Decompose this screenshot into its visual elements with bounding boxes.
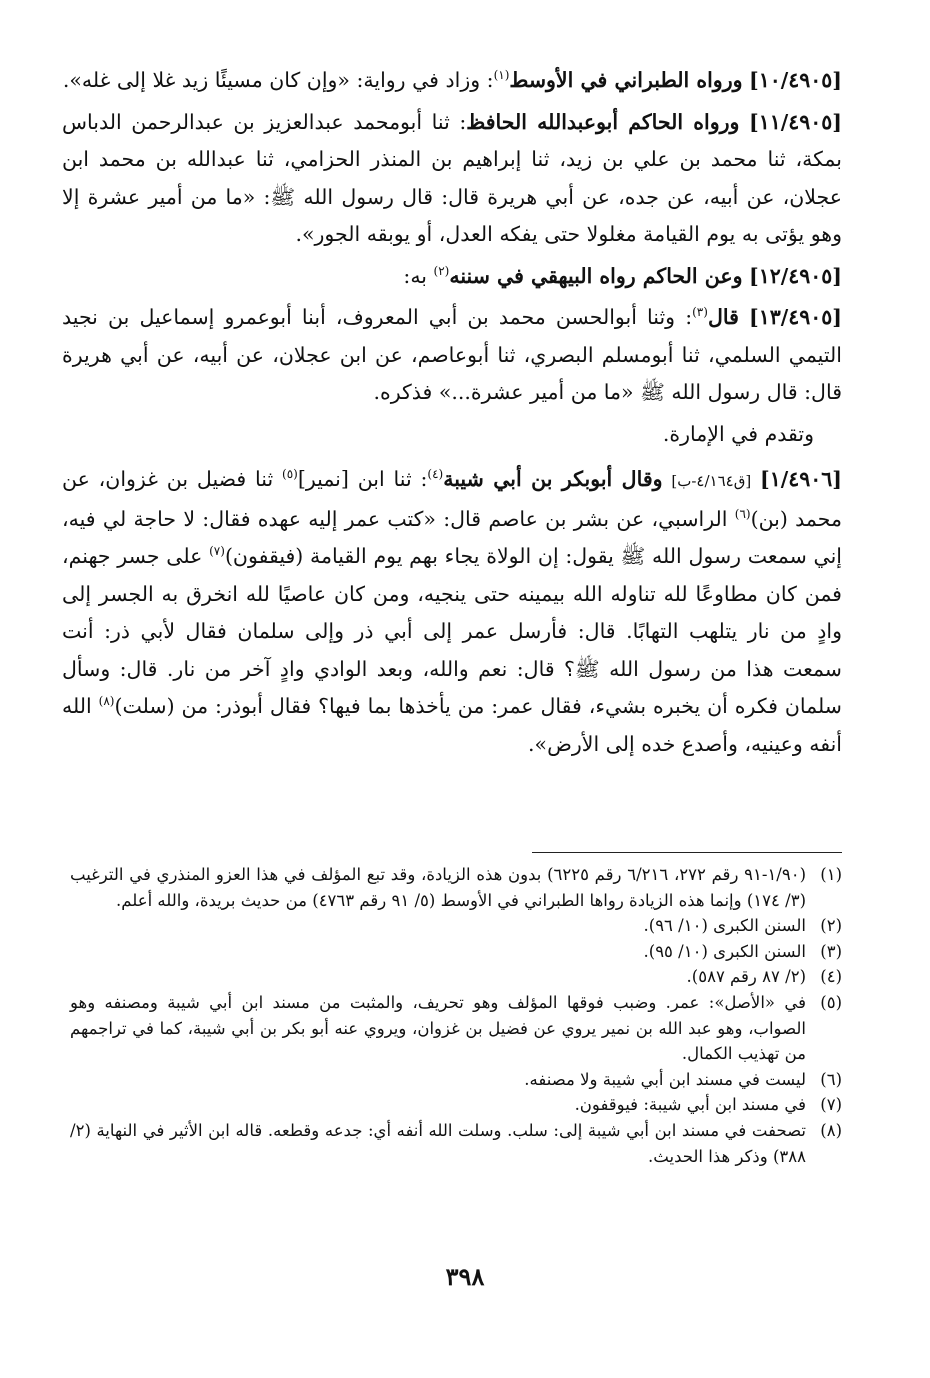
footnote-divider [532, 852, 842, 853]
footnote-text: (٢/ ٨٧ رقم ٥٨٧). [686, 967, 806, 987]
narration-text: ثنا فضيل بن غزوان، عن محمد (بن) [62, 467, 842, 531]
footnote-6 [70, 1067, 842, 1093]
footnote-text: في مسند ابن أبي شيبة: فيوقفون. [574, 1095, 806, 1115]
footnote-text: السنن الكبرى (١٠/ ٩٥). [643, 941, 806, 961]
hadith-paragraph-main [62, 461, 842, 763]
hadith-number: [١١/٤٩٠٥] [749, 109, 842, 134]
narration-text: : وثنا أبوالحسن محمد بن أبي المعروف، أبنا أبوعمرو إسماعيل بن نجيد التيمي السلمي، ثنا أبومسلم البصري، ثنا أبوعاصم، عن ابن عجلان، عن أبيه، عن أبي هريرة قال: قال رسول الله ﷺ «ما من أمير عشرة...» فذكره. [62, 305, 842, 404]
narration-text: : ثنا ابن [نمير] [297, 467, 428, 491]
footnote-text: ليست في مسند ابن أبي شيبة ولا مصنفه. [524, 1069, 806, 1089]
page-number: ٣٩٨ [445, 1262, 485, 1291]
footnotes [70, 862, 842, 1169]
footnote-ref: (٧) [209, 544, 225, 559]
footnote-text: في «الأصل»: عمر. وضبب فوقها المؤلف وهو تحريف، والمثبت من مسند ابن أبي شيبة ومصنفه وهو الصواب، وهو عبد الله بن نمير يروي عن فضيل بن غزوان، ويروي عنه أبو بكر بن أبي شيبة، كما في تراجمهم من تهذيب الكمال. [70, 992, 806, 1064]
narration-text: الله أنفه وعينيه، وأصدع خده إلى الأرض». [62, 694, 842, 756]
hadith-number: [١٣/٤٩٠٥] [749, 305, 842, 329]
footnote-8 [70, 1118, 842, 1169]
narration-lead: وقال أبوبكر بن أبي شيبة [443, 467, 663, 491]
footnote-ref: (٨) [98, 694, 115, 709]
footnote-ref: (٣) [692, 305, 708, 320]
footnote-number: (١) [820, 865, 843, 884]
footnote-number: (٢) [820, 916, 842, 936]
footnote-3 [70, 939, 842, 965]
footnote-1 [70, 862, 842, 913]
hadith-number: [١٢/٤٩٠٥] [749, 263, 842, 288]
footnote-2 [70, 913, 842, 939]
hadith-paragraph-2 [62, 104, 842, 254]
narration-text: الراسبي، عن بشر بن عاصم قال: «كتب عمر إليه عهده فقال: لا حاجة لي فيه، إني سمعت رسول الله ﷺ يقول: إن الولاة يجاء بهم يوم القيامة (فيقفون) [62, 506, 842, 568]
footnote-number: (٤) [820, 967, 842, 987]
narration-text: على جسر جهنم، فمن كان مطاوعًا لله تناوله الله بيمينه حتى ينجيه، ومن كان عاصيًا لله انخرق به الجسر إلى وادٍ من نار يتلهب التهابًا. قال: فأرسل عمر إلى أبي ذر وإلى سلمان فقال لأبي ذر: أنت سمعت هذا من رسول الله ﷺ؟ قال: نعم والله، وبعد الوادي وادٍ آخر من نار. قال: وسأل سلمان فكره أن يخبره بشيء، فقال عمر: من يأخذها بما فيها؟ فقال أبوذر: من (سلت) [62, 544, 842, 718]
narration-text: : ثنا أبومحمد عبدالعزيز بن عبدالرحمن الدباس بمكة، ثنا محمد بن علي بن زيد، ثنا إبراهيم بن المنذر الحزامي، ثنا عبدالله بن محمد ابن عجلان، عن أبيه، عن جده، عن أبي هريرة قال: قال رسول الله ﷺ: «ما من أمير عشرة إلا وهو يؤتى به يوم القيامة مغلولا حتى يفكه العدل، أو يوبقه الجور». [62, 109, 842, 246]
narration-lead: ورواه الطبراني في الأوسط [509, 68, 743, 92]
footnote-ref: (٢) [433, 263, 450, 278]
narration-lead: وعن الحاكم رواه البيهقي في سننه [449, 263, 743, 288]
footnote-5 [70, 990, 842, 1067]
hadith-paragraph-4 [62, 299, 842, 412]
footnote-ref: (٦) [734, 506, 751, 521]
footnote-number: (٥) [820, 992, 842, 1012]
cross-reference-note: وتقدم في الإمارة. [662, 421, 814, 446]
hadith-number: [١/٤٩٠٦] [760, 467, 842, 491]
footnote-ref: (٤) [427, 467, 444, 482]
footnote-ref: (١) [493, 68, 510, 83]
narration-text: به: [403, 263, 434, 288]
footnote-number: (٨) [820, 1120, 842, 1140]
footnote-ref: (٥) [282, 467, 298, 482]
footnote-text: (١/٩٠-٩١ رقم ٢٧٢، ٦/٢١٦ رقم ٦٢٢٥) بدون هذه الزيادة، وقد تبع المؤلف في هذا العزو المنذري في الترغيب (٣/ ١٧٤) وإنما هذه الزيادة رواها الطبراني في الأوسط (٥/ ٩١ رقم ٤٧٦٣) من حديث بريدة، والله أعلم. [70, 865, 807, 910]
footnote-7 [70, 1092, 842, 1118]
footnote-number: (٦) [820, 1069, 842, 1089]
hadith-paragraph-3 [62, 258, 842, 296]
narration-text: : وزاد في رواية: «وإن كان مسيئًا زيد غلا إلى غله». [62, 68, 494, 92]
footnote-text: تصحفت في مسند ابن أبي شيبة إلى: سلب. وسلت الله أنفه أي: جدعه وقطعه. قاله ابن الأثير في النهاية (٢/ ٣٨٨) وذكر هذا الحديث. [70, 1120, 806, 1166]
main-text [62, 62, 842, 767]
manuscript-ref: [ق٤/١٦٤-ب] [671, 472, 752, 490]
footnote-number: (٣) [820, 941, 842, 961]
footnote-4 [70, 964, 842, 990]
footnote-text: السنن الكبرى (١٠/ ٩٦). [643, 916, 806, 936]
hadith-paragraph-1 [62, 62, 842, 100]
hadith-number: [١٠/٤٩٠٥] [749, 68, 842, 92]
footnote-number: (٧) [820, 1095, 842, 1115]
narration-lead: ورواه الحاكم أبوعبدالله الحافظ [466, 109, 740, 134]
narration-lead: قال [707, 305, 739, 329]
